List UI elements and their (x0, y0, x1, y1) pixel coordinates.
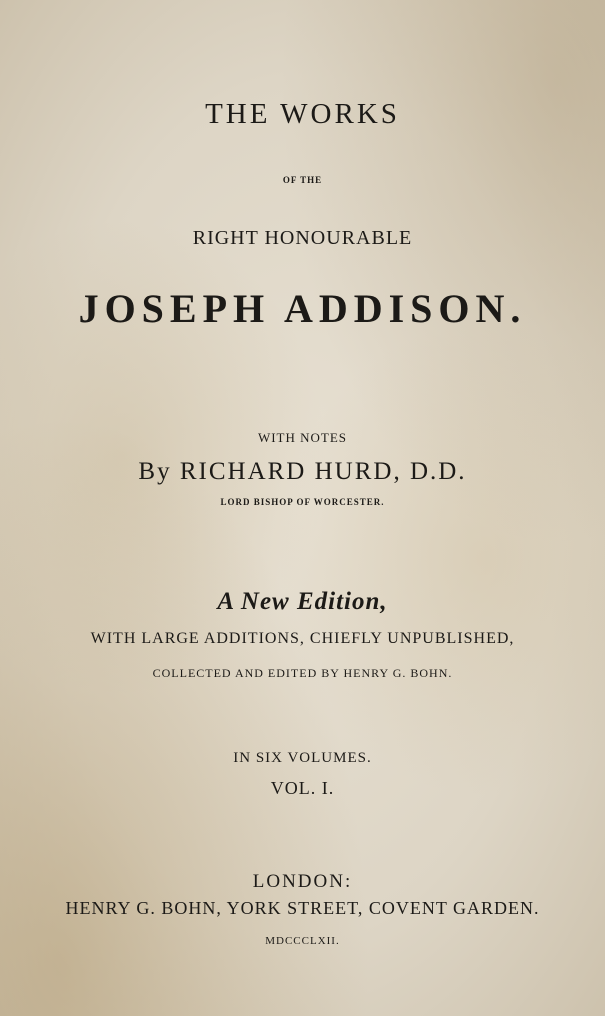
author-name: JOSEPH ADDISON. (78, 286, 527, 331)
with-notes-line: WITH NOTES (257, 430, 348, 445)
place-line: LONDON: (252, 871, 353, 892)
of-the-line: OF THE (282, 175, 323, 185)
collected-line: COLLECTED AND EDITED BY HENRY G. BOHN. (152, 666, 453, 680)
volumes-line: IN SIX VOLUMES. (233, 750, 372, 766)
publisher-line: HENRY G. BOHN, YORK STREET, COVENT GARDEN. (65, 898, 540, 918)
year-line: MDCCCLXII. (265, 935, 340, 947)
editor-line: By RICHARD HURD, D.D. (138, 458, 467, 485)
volume-number: VOL. I. (270, 778, 335, 798)
edition-line: A New Edition, (217, 588, 388, 615)
additions-line: WITH LARGE ADDITIONS, CHIEFLY UNPUBLISHED, (90, 630, 515, 647)
right-honourable-line: RIGHT HONOURABLE (192, 227, 413, 249)
works-heading: THE WORKS (205, 98, 400, 130)
editor-title-line: LORD BISHOP OF WORCESTER. (220, 497, 385, 507)
